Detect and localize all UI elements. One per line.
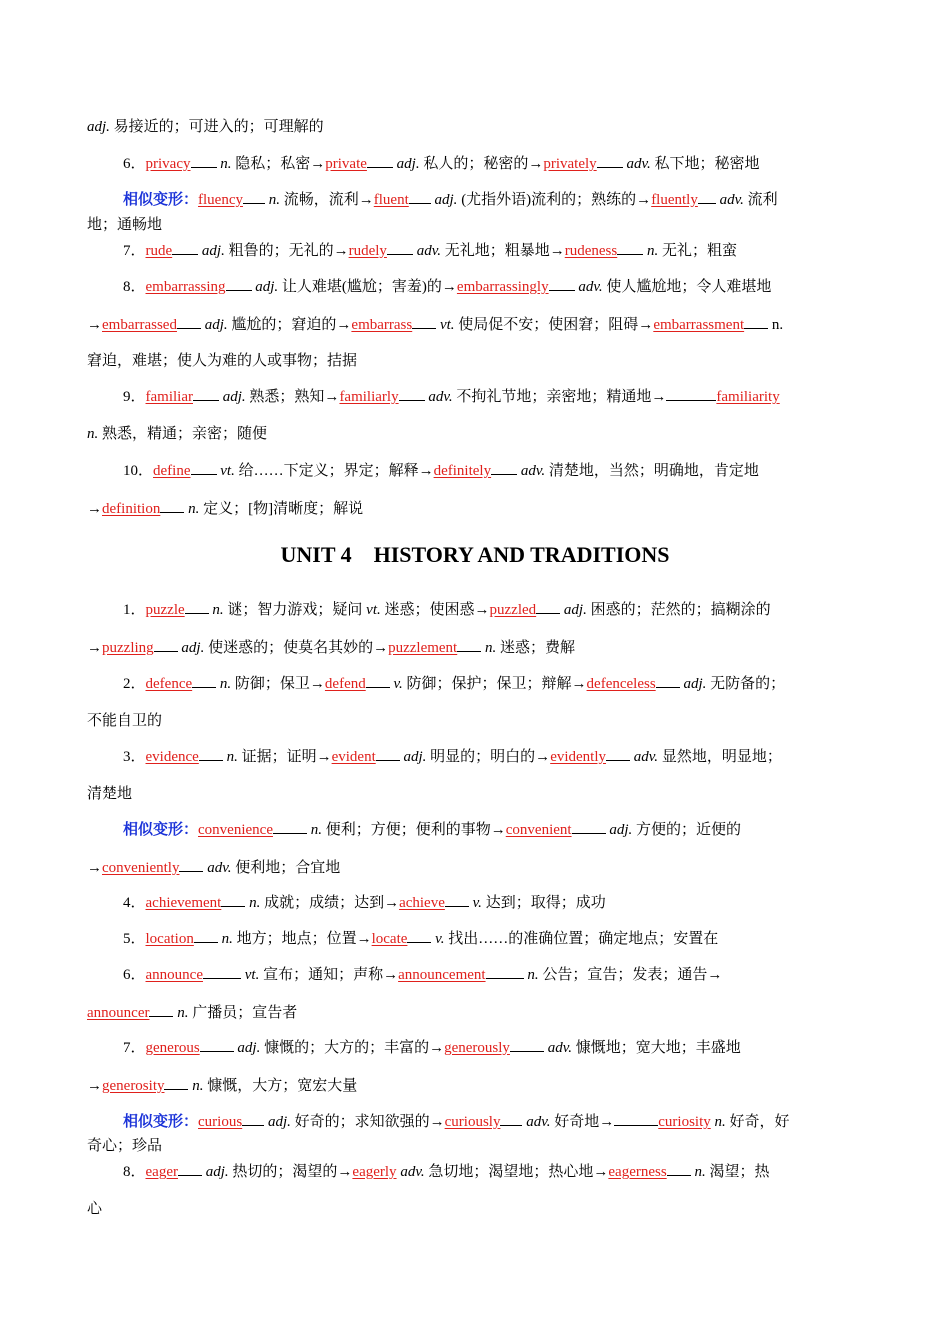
answer: rude (145, 243, 173, 259)
answer: announcer (87, 1005, 150, 1021)
answer: curiously (444, 1114, 501, 1130)
pos-abbrev: adv. (428, 389, 453, 405)
text-fragment: adj. 私人的；秘密的→ (396, 156, 544, 172)
blank-line (164, 1075, 188, 1090)
blank-line (744, 314, 768, 329)
text-fragment: vt. 宣布；通知；声称→ (244, 967, 399, 983)
pos-abbrev: adv. (520, 463, 546, 479)
text-fragment: 窘迫，难堪；使人为难的人或事物；拮据 (87, 353, 358, 369)
answer: locate (371, 931, 408, 947)
answer: familiarity (716, 389, 780, 405)
answer: fluently (651, 192, 698, 208)
blank-line (387, 240, 413, 255)
answer: evident (331, 749, 376, 765)
blank-line (160, 498, 184, 513)
text-fragment: 奇心；珍品 (87, 1138, 163, 1154)
blank-line (457, 637, 481, 652)
text-fragment: adj. 无防备的； (683, 676, 786, 692)
pos-abbrev: adj. (403, 749, 427, 765)
blank-line (549, 276, 575, 291)
answer: evidence (145, 749, 199, 765)
blank-line (154, 637, 178, 652)
blank-line (486, 964, 524, 979)
arrow: → (87, 501, 102, 517)
vocab-item-4 (123, 892, 865, 913)
blank-line (500, 1111, 522, 1126)
pos-abbrev: adv. (578, 279, 603, 295)
vocab-item-2 (123, 673, 865, 694)
text-fragment: n. 谜；智力游戏；疑问 vt. 迷惑；使困惑→ (212, 602, 490, 618)
blank-line (179, 857, 203, 872)
answer: embarrass (351, 317, 413, 333)
blank-line (407, 928, 431, 943)
text-fragment: adj. 方便的；近便的 (609, 822, 741, 838)
answer: puzzling (102, 640, 154, 656)
answer: eager (145, 1164, 178, 1180)
answer: privately (543, 156, 597, 172)
vocab-item-8b (123, 1161, 865, 1182)
blank-line (199, 746, 223, 761)
item-number: 7． (123, 243, 146, 259)
blank-line (656, 673, 680, 688)
pos-abbrev: adj. (609, 822, 633, 838)
text-fragment: adv. 急切地；渴望地；热心地→ (400, 1164, 609, 1180)
blank-line (191, 153, 217, 168)
pos-abbrev: adj. (201, 243, 225, 259)
blank-line (191, 460, 217, 475)
pos-abbrev: adj. (255, 279, 279, 295)
blank-line (172, 240, 198, 255)
answer: eagerness (608, 1164, 667, 1180)
text-fragment: n. 防御；保卫→ (219, 676, 325, 692)
blank-line (200, 1037, 234, 1052)
similar-variation-2 (123, 819, 865, 840)
blank-line (409, 189, 431, 204)
blank-line (617, 240, 643, 255)
answer: achievement (145, 895, 222, 911)
text-fragment: n. 广播员；宣告者 (177, 1005, 298, 1021)
arrow: → (87, 860, 102, 876)
blank-line (185, 599, 209, 614)
answer: convenience (198, 822, 273, 838)
pos-abbrev: adj. (396, 156, 420, 172)
pos-abbrev: adv. (400, 1164, 425, 1180)
vocab-item-7b (123, 1037, 865, 1058)
text-fragment: adj. 让人难堪(尴尬；害羞)的→ (255, 279, 457, 295)
pos-abbrev: adj. (563, 602, 587, 618)
pos-abbrev: adv. (719, 192, 744, 208)
text-fragment: 心 (87, 1201, 103, 1217)
pos-abbrev: adv. (526, 1114, 551, 1130)
pos-abbrev: n. (527, 967, 539, 983)
pos-abbrev: adv. (626, 156, 651, 172)
pos-abbrev: n. (647, 243, 659, 259)
text-fragment: v. 达到；取得；成功 (472, 895, 606, 911)
text-fragment: adv. 便利地；合宜地 (207, 860, 341, 876)
blank-line (614, 1111, 658, 1126)
pos-abbrev: v. (472, 895, 482, 911)
blank-line (178, 1161, 202, 1176)
answer: familiarly (339, 389, 399, 405)
text-fragment: adj. 热切的；渴望的→ (205, 1164, 353, 1180)
answer: definitely (433, 463, 492, 479)
pos-abbrev: n. (220, 156, 232, 172)
vocab-item-6b (123, 964, 865, 985)
pos-abbrev: adj. (222, 389, 246, 405)
pos-abbrev: adv. (547, 1040, 572, 1056)
text-fragment: adj. 慷慨的；大方的；丰富的→ (237, 1040, 445, 1056)
arrow: → (87, 317, 102, 333)
answer: familiar (145, 389, 193, 405)
blank-line (226, 276, 252, 291)
pos-abbrev: adv. (207, 860, 232, 876)
text-fragment: 不能自卫的 (87, 713, 163, 729)
blank-line (243, 189, 265, 204)
answer: rudely (348, 243, 387, 259)
text-fragment: adv. 慷慨地；宽大地；丰盛地 (547, 1040, 741, 1056)
text-line (87, 215, 865, 235)
text-fragment: adj. 使迷惑的；使莫名其妙的→ (181, 640, 389, 656)
item-number: 8． (123, 279, 146, 295)
pos-abbrev: n. (212, 602, 224, 618)
answer: defenceless (586, 676, 656, 692)
answer: generously (444, 1040, 510, 1056)
text-fragment: adj. 好奇的；求知欲强的→ (267, 1114, 445, 1130)
text-line (87, 351, 865, 371)
blank-line (192, 673, 216, 688)
text-fragment: adj. 明显的；明白的→ (403, 749, 551, 765)
vocab-item-5 (123, 928, 865, 949)
similar-variation-1 (123, 189, 865, 210)
item-number: 2． (123, 676, 146, 692)
answer: announce (145, 967, 203, 983)
pos-abbrev: vt. (244, 967, 260, 983)
item-number: 7． (123, 1040, 146, 1056)
vocab-item-7 (123, 240, 865, 261)
text-fragment: adv. 不拘礼节地；亲密地；精通地→ (428, 389, 667, 405)
text-fragment: vt. 使局促不安；使困窘；阻碍→ (439, 317, 654, 333)
answer: puzzlement (388, 640, 458, 656)
pos-abbrev: vt. (220, 463, 235, 479)
pos-abbrev: adj. (205, 1164, 229, 1180)
item-number: 8． (123, 1164, 146, 1180)
blank-line (177, 314, 201, 329)
blank-line (193, 386, 219, 401)
text-fragment: adj. 尴尬的；窘迫的→ (204, 317, 352, 333)
pos-abbrev: adj. (181, 640, 205, 656)
text-fragment: n. 迷惑；费解 (484, 640, 575, 656)
text-fragment: vt. 给……下定义；界定；解释→ (220, 463, 434, 479)
pos-abbrev: n. (188, 501, 200, 517)
unit-title: UNIT 4 HISTORY AND TRADITIONS (280, 542, 670, 567)
blank-line (149, 1002, 173, 1017)
blank-line (666, 386, 716, 401)
text-fragment: adv. 无礼地；粗暴地→ (416, 243, 565, 259)
similar-label: 相似变形： (123, 822, 199, 838)
blank-line (412, 314, 436, 329)
text-fragment: n. 地方；地点；位置→ (221, 931, 372, 947)
similar-label: 相似变形： (123, 1114, 199, 1130)
blank-line (597, 153, 623, 168)
text-fragment: n. 渴望；热 (694, 1164, 770, 1180)
blank-line (273, 819, 307, 834)
text-line (87, 637, 865, 658)
text-fragment: n. 隐私；私密→ (220, 156, 326, 172)
pos-abbrev: n. (249, 895, 261, 911)
answer: curious (198, 1114, 243, 1130)
blank-line (606, 746, 630, 761)
pos-abbrev: n. (694, 1164, 706, 1180)
blank-line (667, 1161, 691, 1176)
answer: fluent (373, 192, 409, 208)
pos-abbrev: adj. (87, 119, 110, 135)
text-line (87, 117, 865, 137)
item-number: 5． (123, 931, 146, 947)
text-line (87, 1136, 865, 1156)
text-line (87, 784, 865, 804)
answer: definition (102, 501, 161, 517)
text-fragment: n. 流畅，流利→ (268, 192, 374, 208)
text-fragment: adv. 显然地，明显地； (633, 749, 782, 765)
pos-abbrev: vt. (439, 317, 455, 333)
answer: puzzle (145, 602, 185, 618)
answer: location (145, 931, 194, 947)
blank-line (367, 153, 393, 168)
text-fragment: adj. (尤指外语)流利的；熟练的→ (434, 192, 652, 208)
item-number: 4． (123, 895, 146, 911)
answer: defence (145, 676, 193, 692)
text-fragment: v. 找出……的准确位置；确定地点；安置在 (435, 931, 719, 947)
pos-abbrev: adj. (434, 192, 458, 208)
pos-abbrev: adj. (204, 317, 228, 333)
pos-abbrev: adj. (683, 676, 707, 692)
blank-line (242, 1111, 264, 1126)
answer: private (325, 156, 367, 172)
similar-label: 相似变形： (123, 192, 199, 208)
item-number: 10． (123, 463, 154, 479)
vocab-item-3 (123, 746, 865, 767)
blank-line (698, 189, 716, 204)
text-fragment: n. 便利；方便；便利的事物→ (310, 822, 506, 838)
pos-abbrev: n. (87, 426, 99, 442)
text-fragment: n. 定义；[物]清晰度；解说 (188, 501, 364, 517)
text-fragment: adv. 清楚地，当然；明确地，肯定地 (520, 463, 759, 479)
item-number: 6． (123, 967, 146, 983)
pos-abbrev: adv. (416, 243, 441, 259)
answer: convenient (505, 822, 572, 838)
blank-line (536, 599, 560, 614)
blank-line (203, 964, 241, 979)
answer: puzzled (489, 602, 537, 618)
answer: embarrassment (653, 317, 745, 333)
vocab-item-8 (123, 276, 865, 297)
blank-line (221, 892, 245, 907)
arrow: → (87, 640, 102, 656)
pos-abbrev: n. (177, 1005, 189, 1021)
pos-abbrev: adj. (237, 1040, 261, 1056)
item-number: 6． (123, 156, 146, 172)
blank-line (491, 460, 517, 475)
text-fragment: n. 熟悉，精通；亲密；随便 (87, 426, 268, 442)
answer: generosity (102, 1078, 165, 1094)
answer: announcement (398, 967, 486, 983)
blank-line (366, 673, 390, 688)
answer: evidently (550, 749, 607, 765)
text-fragment: n. 证据；证明→ (226, 749, 332, 765)
answer: embarrassed (102, 317, 177, 333)
answer: rudeness (564, 243, 618, 259)
answer: embarrassingly (456, 279, 549, 295)
arrow: → (87, 1078, 102, 1094)
answer: define (153, 463, 191, 479)
pos-abbrev: v. (435, 931, 445, 947)
answer: achieve (399, 895, 445, 911)
pos-abbrev: n. (268, 192, 280, 208)
text-fragment: adv. 私下地；秘密地 (626, 156, 760, 172)
text-fragment: v. 防御；保护；保卫；辩解→ (393, 676, 587, 692)
answer: privacy (145, 156, 191, 172)
pos-abbrev: adv. (633, 749, 659, 765)
pos-abbrev: n. (714, 1114, 726, 1130)
similar-variation-3 (123, 1111, 865, 1132)
text-fragment: n. 慷慨，大方；宽宏大量 (192, 1078, 358, 1094)
item-number: 3． (123, 749, 146, 765)
blank-line (399, 386, 425, 401)
text-line (87, 1199, 865, 1219)
answer: defend (324, 676, 366, 692)
pos-abbrev: adj. (267, 1114, 291, 1130)
text-fragment: adv. 流利 (719, 192, 778, 208)
text-fragment: 清楚地 (87, 786, 133, 802)
answer: conveniently (102, 860, 180, 876)
pos-abbrev: n. (310, 822, 322, 838)
blank-line (376, 746, 400, 761)
pos-abbrev: n. (219, 676, 232, 692)
text-line (87, 857, 865, 878)
blank-line (445, 892, 469, 907)
text-fragment: adv. 使人尴尬地；令人难堪地 (578, 279, 772, 295)
pos-abbrev: n. (484, 640, 497, 656)
text-line (87, 1075, 865, 1096)
answer: generous (145, 1040, 200, 1056)
answer: fluency (198, 192, 243, 208)
text-fragment: n. 好奇，好 (714, 1114, 790, 1130)
vocab-item-10 (123, 460, 865, 481)
text-fragment: n. 公告；宣告；发表；通告→ (527, 967, 723, 983)
text-line (87, 314, 865, 335)
pos-abbrev: n. (226, 749, 238, 765)
vocab-item-6 (123, 153, 865, 174)
text-fragment: adj. 熟悉；熟知→ (222, 389, 340, 405)
pos-abbrev: n. (192, 1078, 204, 1094)
vocab-item-1 (123, 599, 865, 620)
item-number: 1． (123, 602, 146, 618)
text-fragment: adv. 好奇地→ (526, 1114, 615, 1130)
blank-line (510, 1037, 544, 1052)
pos-abbrev: vt. (366, 602, 381, 618)
blank-line (572, 819, 606, 834)
vocab-item-9 (123, 386, 865, 407)
text-fragment: n. (768, 317, 784, 333)
text-fragment: adj. 困惑的；茫然的；搞糊涂的 (563, 602, 771, 618)
text-fragment: adj. 易接近的；可进入的；可理解的 (87, 119, 324, 135)
text-fragment: n. 成就；成绩；达到→ (249, 895, 400, 911)
pos-abbrev: v. (393, 676, 403, 692)
answer: embarrassing (145, 279, 226, 295)
answer: curiosity (658, 1114, 711, 1130)
blank-line (194, 928, 218, 943)
text-line (87, 498, 865, 519)
answer: eagerly (352, 1164, 397, 1180)
text-fragment: n. 无礼；粗蛮 (647, 243, 738, 259)
text-line (87, 711, 865, 731)
text-line (87, 1002, 865, 1023)
text-fragment: adj. 粗鲁的；无礼的→ (201, 243, 349, 259)
item-number: 9． (123, 389, 146, 405)
pos-abbrev: n. (221, 931, 233, 947)
text-fragment: 地；通畅地 (87, 217, 163, 233)
text-line (87, 424, 865, 444)
